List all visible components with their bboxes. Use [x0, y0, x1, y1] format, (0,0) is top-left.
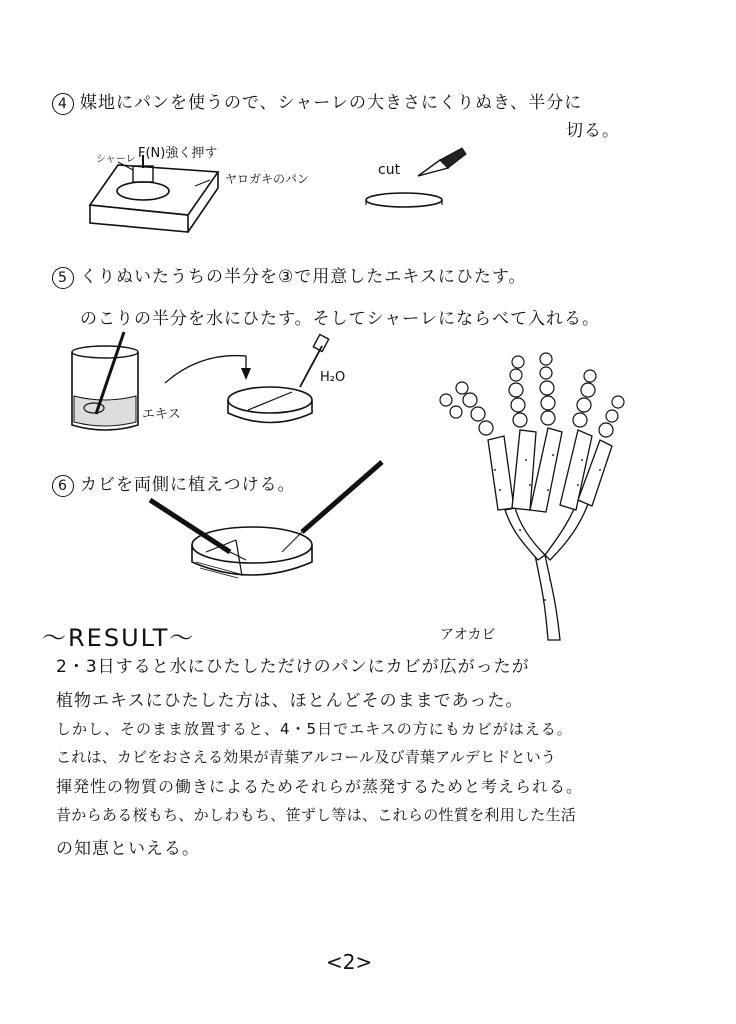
- step5-text-cont: のこりの半分を水にひたす。そしてシャーレにならべて入れる。: [80, 309, 600, 329]
- result-line-1: 2・3日すると水にひたしただけのパンにカビが広がったが: [56, 657, 530, 677]
- page-number: <2>: [326, 950, 373, 974]
- step6-number: 6: [52, 475, 74, 497]
- label-cut: cut: [378, 162, 401, 178]
- result-heading: ～RESULT～: [42, 624, 196, 652]
- label-force: F(N)強く押す: [138, 146, 218, 161]
- step5-number: 5: [52, 267, 74, 289]
- step4-text-cont: 切る。: [566, 121, 620, 141]
- step6-text: 6 カビを両側に植えつける。: [52, 470, 296, 497]
- result-line-4: これは、カビをおさえる効果が青葉アルコール及び青葉アルデヒドという: [56, 748, 557, 766]
- label-petri: シャーレ: [96, 154, 136, 165]
- result-line-5: 揮発性の物質の働きによるためそれらが蒸発するためと考えられる。: [56, 777, 584, 796]
- label-water: H₂O: [320, 370, 346, 385]
- label-extract: エキス: [142, 407, 181, 422]
- step5-text: 5 くりぬいたうちの半分を③で用意したエキスにひたす。: [52, 262, 527, 289]
- result-line-6: 昔からある桜もち、かしわもち、笹ずし等は、これらの性質を利用した生活: [56, 806, 577, 824]
- mold-label: アオカビ: [440, 627, 496, 643]
- result-line-7: の知恵といえる。: [56, 839, 200, 859]
- step4-number: 4: [52, 93, 74, 115]
- result-line-3: しかし、そのまま放置すると、4・5日でエキスの方にもカビがはえる。: [56, 720, 573, 738]
- step4-text: 4 媒地にパンを使うので、シャーレの大きさにくりぬき、半分に: [52, 88, 582, 115]
- label-bread: ヤロガキのパン: [225, 172, 310, 186]
- result-line-2: 植物エキスにひたした方は、ほとんどそのままであった。: [56, 691, 524, 711]
